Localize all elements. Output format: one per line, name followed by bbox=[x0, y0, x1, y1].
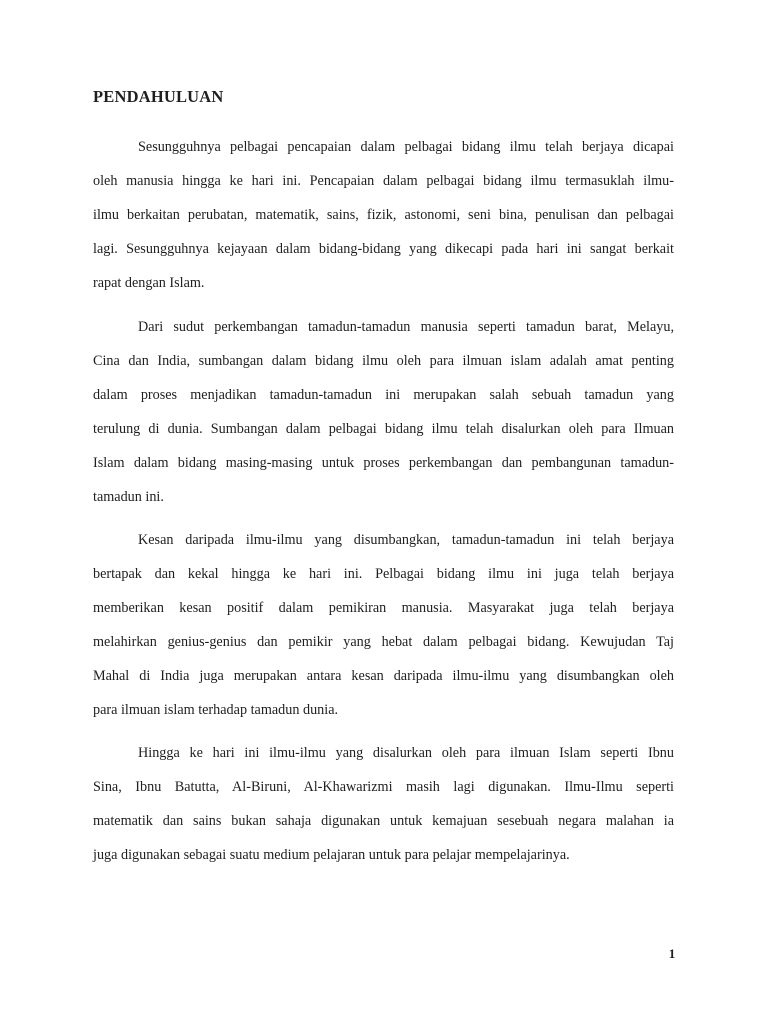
paragraph-line: oleh manusia hingga ke hari ini. Pencapaian dalam pelbagai bidang ilmu termasuklah ilmu- bbox=[93, 173, 674, 189]
paragraph-line: Sina, Ibnu Batutta, Al-Biruni, Al-Khawarizmi masih lagi digunakan. Ilmu-Ilmu seperti bbox=[93, 779, 674, 795]
paragraph-line: Kesan daripada ilmu-ilmu yang disumbangkan, tamadun-tamadun ini telah berjaya bbox=[138, 532, 674, 548]
page-title: PENDAHULUAN bbox=[93, 87, 224, 106]
paragraph-line: tamadun ini. bbox=[93, 489, 164, 505]
paragraph-line: Mahal di India juga merupakan antara kesan daripada ilmu-ilmu yang disumbangkan oleh bbox=[93, 668, 674, 684]
paragraph-line: Islam dalam bidang masing-masing untuk proses perkembangan dan pembangunan tamadun- bbox=[93, 455, 674, 471]
paragraph-line: terulung di dunia. Sumbangan dalam pelbagai bidang ilmu telah disalurkan oleh para Ilmuan bbox=[93, 421, 674, 437]
paragraph-line: juga digunakan sebagai suatu medium pelajaran untuk para pelajar mempelajarinya. bbox=[93, 847, 570, 863]
paragraph-line: dalam proses menjadikan tamadun-tamadun ini merupakan salah sebuah tamadun yang bbox=[93, 387, 674, 403]
paragraph-line: para ilmuan islam terhadap tamadun dunia. bbox=[93, 702, 339, 718]
paragraph-line: melahirkan genius-genius dan pemikir yang hebat dalam pelbagai bidang. Kewujudan Taj bbox=[93, 634, 674, 650]
paragraph-line: ilmu berkaitan perubatan, matematik, sains, fizik, astonomi, seni bina, penulisan dan pelbagai bbox=[93, 207, 674, 223]
paragraph-line: rapat dengan Islam. bbox=[93, 275, 205, 291]
paragraph-line: Cina dan India, sumbangan dalam bidang ilmu oleh para ilmuan islam adalah amat penting bbox=[93, 353, 674, 369]
paragraph-line: lagi. Sesungguhnya kejayaan dalam bidang-bidang yang dikecapi pada hari ini sangat berkait bbox=[93, 241, 674, 257]
paragraph-line: Sesungguhnya pelbagai pencapaian dalam pelbagai bidang ilmu telah berjaya dicapai bbox=[138, 139, 674, 155]
paragraph-line: memberikan kesan positif dalam pemikiran manusia. Masyarakat juga telah berjaya bbox=[93, 600, 674, 616]
page-number: 1 bbox=[668, 946, 676, 961]
paragraph-line: matematik dan sains bukan sahaja digunakan untuk kemajuan sesebuah negara malahan ia bbox=[93, 813, 674, 829]
paragraph-line: Dari sudut perkembangan tamadun-tamadun manusia seperti tamadun barat, Melayu, bbox=[138, 319, 674, 335]
paragraph-line: bertapak dan kekal hingga ke hari ini. Pelbagai bidang ilmu ini juga telah berjaya bbox=[93, 566, 674, 582]
paragraph-line: Hingga ke hari ini ilmu-ilmu yang disalurkan oleh para ilmuan Islam seperti Ibnu bbox=[138, 745, 674, 761]
